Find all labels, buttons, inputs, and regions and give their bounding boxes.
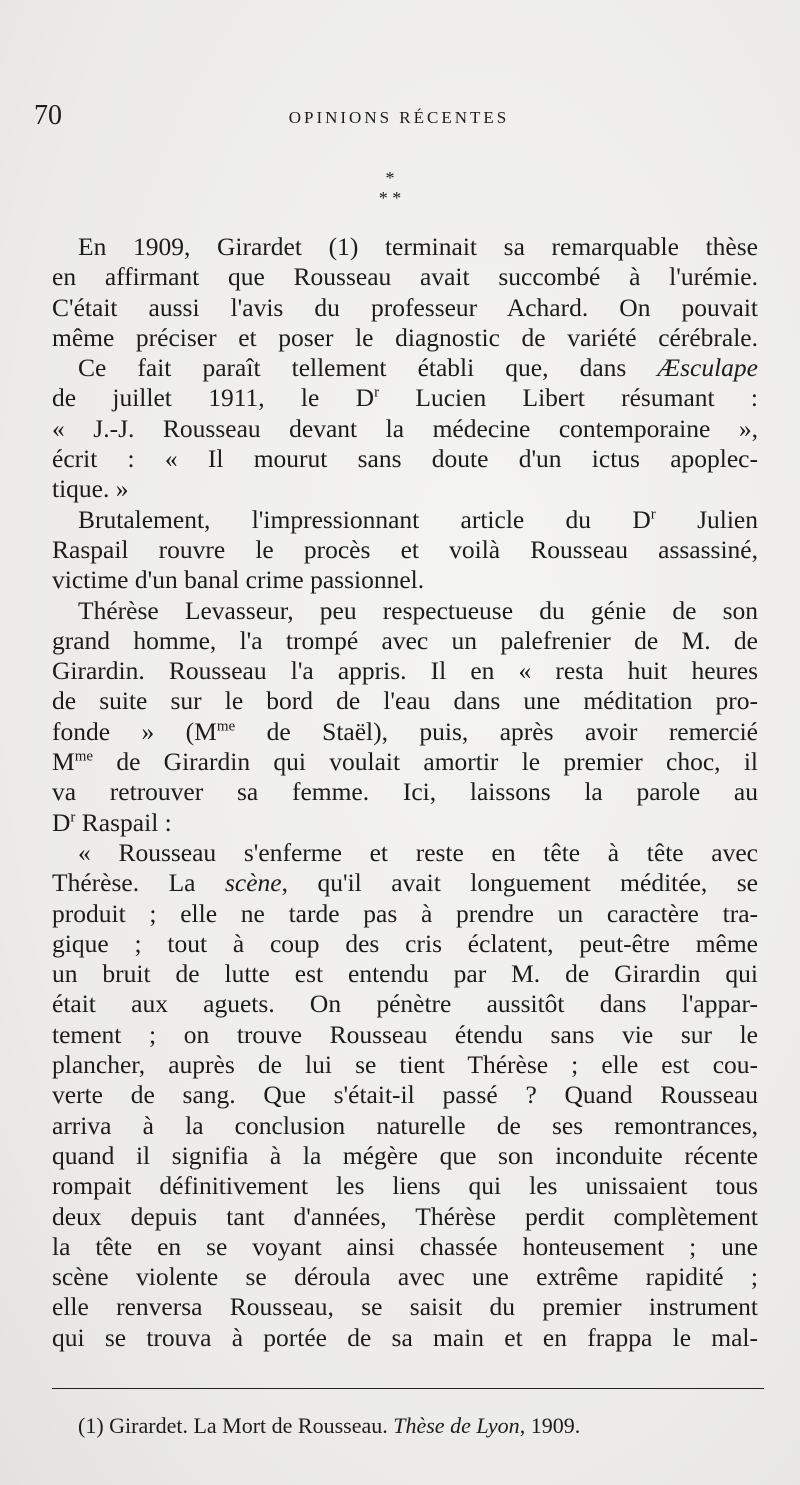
text-line: quand il signifia à la mégère que son inconduite récente [52,1140,758,1170]
footnote-text: (1) Girardet. La Mort de Rousseau. [78,1413,394,1438]
text-line [52,808,758,838]
superscript: r [650,506,656,523]
text-line: était aux aguets. On pénètre aussitôt dans l'appar- [52,989,758,1019]
text-line [52,747,758,777]
text-line: Raspail rouvre le procès et voilà Rousseau assassiné, [52,534,758,564]
text-run: D [52,807,71,837]
text-run: , qu'il avait longuement méditée, se [281,868,758,898]
asterism-bottom: * * [378,188,402,208]
text-line: tement ; on trouve Rousseau étendu sans vie sur le [52,1019,758,1049]
text-line: en affirmant que Rousseau avait succombé à l'urémie. [52,262,758,292]
body-text [52,232,758,1353]
page-number: 70 [34,100,62,131]
text-line: arriva à la conclusion naturelle de ses remontrances, [52,1110,758,1140]
text-line: écrit : « Il mourut sans doute d'un ictus apoplec- [52,444,758,474]
page-header [34,100,764,140]
text-line [52,383,758,413]
text-line [52,717,758,747]
text-line [52,353,758,383]
footnote-italic: Thèse de Lyon [393,1413,520,1438]
superscript: r [70,809,76,826]
footnote-text-end: , 1909. [519,1413,581,1438]
footnote [78,1412,758,1440]
asterism-top: * [385,168,395,188]
text-line: gique ; tout à coup des cris éclatent, peut-être même [52,928,758,958]
text-run: Thérèse. La [52,868,225,898]
text-line: produit ; elle ne tarde pas à prendre un caractère tra- [52,898,758,928]
text-line: C'était aussi l'avis du professeur Achard. On pouvait [52,292,758,322]
superscript: me [74,748,94,765]
text-line: de suite sur le bord de l'eau dans une méditation pro- [52,686,758,716]
text-line: Thérèse Levasseur, peu respectueuse du génie de son [78,595,758,625]
text-line [52,505,758,535]
text-line: plancher, auprès de lui se tient Thérèse ; elle est cou- [52,1050,758,1080]
text-run: de Staël), puis, après avoir remercié [235,716,758,746]
text-line: grand homme, l'a trompé avec un palefrenier de M. de [52,625,758,655]
text-line: même préciser et poser le diagnostic de variété cérébrale. [52,322,758,352]
italic-word: scène [224,868,282,898]
text-line: « Rousseau s'enferme et reste en tête à tête avec [78,837,758,867]
footnote-rule [52,1388,764,1389]
text-line: va retrouver sa femme. Ici, laissons la parole au [52,777,758,807]
text-line: En 1909, Girardet (1) terminait sa remarquable thèse [78,232,758,261]
text-line: verte de sang. Que s'était-il passé ? Quand Rousseau [52,1080,758,1110]
text-run: M [52,747,75,777]
text-run: de juillet 1911, le D [52,383,375,413]
text-line: « J.-J. Rousseau devant la médecine contemporaine », [52,413,758,443]
superscript: me [216,718,236,735]
text-line: Girardin. Rousseau l'a appris. Il en « resta huit heures [52,656,758,686]
text-line: un bruit de lutte est entendu par M. de Girardin qui [52,959,758,989]
text-line: scène violente se déroula avec une extrême rapidité ; [52,1262,758,1292]
text-run: de Girardin qui voulait amortir le premier choc, il [93,747,758,777]
text-run: Raspail : [75,807,172,837]
text-run: Brutalement, l'impressionnant article du D [78,504,651,534]
text-run: Julien [655,504,758,534]
asterism-separator [360,168,420,208]
text-line: victime d'un banal crime passionnel. [52,565,425,595]
text-line: rompait définitivement les liens qui les unissaient tous [52,1171,758,1201]
journal-title: Æsculape [657,353,758,383]
running-head: OPINIONS RÉCENTES [288,108,510,127]
text-line: deux depuis tant d'années, Thérèse perdit complètement [52,1201,758,1231]
text-line: la tête en se voyant ainsi chassée honteusement ; une [52,1231,758,1261]
text-run: Lucien Libert résumant : [379,383,758,413]
text-line: tique. » [52,474,129,504]
superscript: r [374,384,380,401]
text-run: fonde » (M [52,716,217,746]
text-line: elle renversa Rousseau, se saisit du premier instrument [52,1292,758,1322]
text-run: Ce fait paraît tellement établi que, dans [78,353,658,383]
text-line: qui se trouva à portée de sa main et en frappa le mal- [52,1322,758,1352]
text-line [52,868,758,898]
